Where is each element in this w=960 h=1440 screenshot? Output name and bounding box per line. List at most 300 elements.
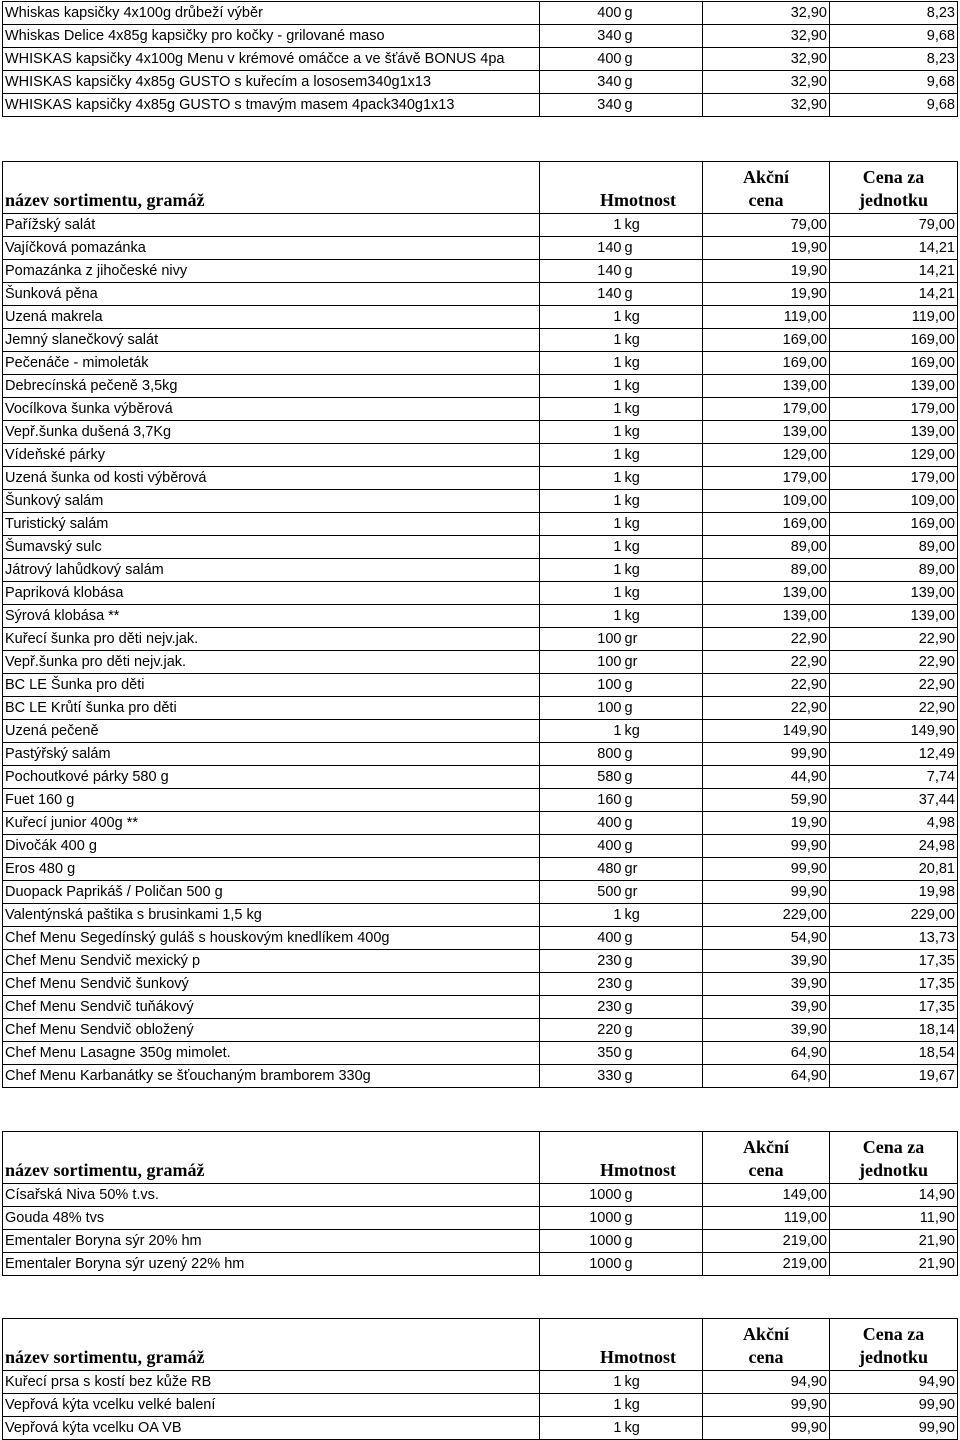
promo-price: 19,90 — [703, 237, 830, 260]
unit-price: 99,90 — [830, 1394, 958, 1417]
table-row — [3, 812, 958, 835]
unit-price: 18,54 — [830, 1042, 958, 1065]
unit-price: 22,90 — [830, 697, 958, 720]
promo-price: 169,00 — [703, 352, 830, 375]
product-name: Chef Menu Sendvič tuňákový — [3, 996, 540, 1019]
unit: kg — [623, 904, 703, 927]
promo-price: 179,00 — [703, 398, 830, 421]
unit-price: 14,21 — [830, 283, 958, 306]
unit-price: 17,35 — [830, 996, 958, 1019]
unit-price: 11,90 — [830, 1207, 958, 1230]
unit-price: 139,00 — [830, 605, 958, 628]
product-name: Kuřecí prsa s kostí bez kůže RB — [3, 1371, 540, 1394]
header-unit-price: Cena za jednotku — [830, 1319, 958, 1371]
quantity: 340 — [540, 25, 623, 48]
product-name: Turistický salám — [3, 513, 540, 536]
product-name: Gouda 48% tvs — [3, 1207, 540, 1230]
product-name: Šunkový salám — [3, 490, 540, 513]
product-name: Uzená makrela — [3, 306, 540, 329]
table-row — [3, 214, 958, 237]
table-row — [3, 1417, 958, 1440]
table-row — [3, 720, 958, 743]
unit: kg — [623, 398, 703, 421]
unit: g — [623, 927, 703, 950]
table-row — [3, 421, 958, 444]
unit: g — [623, 237, 703, 260]
product-name: Jemný slanečkový salát — [3, 329, 540, 352]
quantity: 220 — [540, 1019, 623, 1042]
unit-price: 21,90 — [830, 1230, 958, 1253]
header-product-name: název sortimentu, gramáž — [3, 1132, 540, 1184]
table-row — [3, 1230, 958, 1253]
unit: g — [623, 94, 703, 117]
promo-price: 32,90 — [703, 71, 830, 94]
quantity: 580 — [540, 766, 623, 789]
promo-price: 99,90 — [703, 858, 830, 881]
table-row — [3, 674, 958, 697]
product-name: Šunková pěna — [3, 283, 540, 306]
product-name: Šumavský sulc — [3, 536, 540, 559]
quantity: 1 — [540, 513, 623, 536]
unit-price: 9,68 — [830, 94, 958, 117]
table-row — [3, 927, 958, 950]
unit: gr — [623, 858, 703, 881]
promo-price: 22,90 — [703, 651, 830, 674]
unit-price: 22,90 — [830, 674, 958, 697]
product-name: Valentýnská paštika s brusinkami 1,5 kg — [3, 904, 540, 927]
table-row — [3, 605, 958, 628]
quantity: 100 — [540, 651, 623, 674]
promo-price: 32,90 — [703, 94, 830, 117]
quantity: 1 — [540, 720, 623, 743]
promo-price: 149,00 — [703, 1184, 830, 1207]
quantity: 1 — [540, 559, 623, 582]
quantity: 160 — [540, 789, 623, 812]
unit-price: 109,00 — [830, 490, 958, 513]
price-table — [2, 1, 958, 117]
promo-price: 99,90 — [703, 835, 830, 858]
unit: kg — [623, 329, 703, 352]
product-name: Pochoutkové párky 580 g — [3, 766, 540, 789]
table-row — [3, 950, 958, 973]
unit-price: 17,35 — [830, 973, 958, 996]
unit: g — [623, 71, 703, 94]
product-name: BC LE Šunka pro děti — [3, 674, 540, 697]
unit-price: 14,21 — [830, 237, 958, 260]
table-row — [3, 904, 958, 927]
unit: kg — [623, 421, 703, 444]
table-row — [3, 1207, 958, 1230]
unit-price: 9,68 — [830, 71, 958, 94]
promo-price: 139,00 — [703, 421, 830, 444]
table-row — [3, 1253, 958, 1276]
table-row — [3, 237, 958, 260]
table-row — [3, 858, 958, 881]
unit: g — [623, 973, 703, 996]
table-row — [3, 766, 958, 789]
unit: g — [623, 697, 703, 720]
quantity: 350 — [540, 1042, 623, 1065]
product-name: Vepřová kýta vcelku velké balení — [3, 1394, 540, 1417]
unit-price: 169,00 — [830, 513, 958, 536]
product-name: Játrový lahůdkový salám — [3, 559, 540, 582]
product-name: WHISKAS kapsičky 4x85g GUSTO s kuřecím a lososem340g1x13 — [3, 71, 540, 94]
promo-price: 99,90 — [703, 1417, 830, 1440]
promo-price: 94,90 — [703, 1371, 830, 1394]
table-row — [3, 996, 958, 1019]
product-name: WHISKAS kapsičky 4x85g GUSTO s tmavým masem 4pack340g1x13 — [3, 94, 540, 117]
product-name: Chef Menu Sendvič šunkový — [3, 973, 540, 996]
table-row — [3, 71, 958, 94]
product-name: Vepř.šunka pro děti nejv.jak. — [3, 651, 540, 674]
table-row — [3, 467, 958, 490]
promo-price: 139,00 — [703, 605, 830, 628]
unit-price: 99,90 — [830, 1417, 958, 1440]
product-name: Vídeňské párky — [3, 444, 540, 467]
quantity: 1000 — [540, 1253, 623, 1276]
promo-price: 54,90 — [703, 927, 830, 950]
promo-price: 59,90 — [703, 789, 830, 812]
unit: kg — [623, 352, 703, 375]
quantity: 1 — [540, 306, 623, 329]
promo-price: 44,90 — [703, 766, 830, 789]
table-row — [3, 1394, 958, 1417]
table-header-row — [3, 1132, 958, 1184]
promo-price: 139,00 — [703, 582, 830, 605]
quantity: 400 — [540, 2, 623, 25]
unit-price: 13,73 — [830, 927, 958, 950]
promo-price: 229,00 — [703, 904, 830, 927]
unit: kg — [623, 214, 703, 237]
unit-price: 94,90 — [830, 1371, 958, 1394]
promo-price: 149,90 — [703, 720, 830, 743]
unit-price: 129,00 — [830, 444, 958, 467]
quantity: 100 — [540, 628, 623, 651]
promo-price: 39,90 — [703, 996, 830, 1019]
quantity: 1 — [540, 605, 623, 628]
unit-price: 8,23 — [830, 2, 958, 25]
table-row — [3, 1371, 958, 1394]
table-row — [3, 352, 958, 375]
quantity: 100 — [540, 697, 623, 720]
header-product-name: název sortimentu, gramáž — [3, 162, 540, 214]
quantity: 400 — [540, 812, 623, 835]
quantity: 230 — [540, 950, 623, 973]
quantity: 1 — [540, 490, 623, 513]
table-row — [3, 1184, 958, 1207]
unit-price: 17,35 — [830, 950, 958, 973]
unit-price: 139,00 — [830, 421, 958, 444]
quantity: 1 — [540, 421, 623, 444]
table-row — [3, 743, 958, 766]
price-table-section — [2, 1, 957, 117]
product-name: Debrecínská pečeně 3,5kg — [3, 375, 540, 398]
quantity: 1 — [540, 582, 623, 605]
unit: kg — [623, 1394, 703, 1417]
unit-price: 179,00 — [830, 398, 958, 421]
unit: g — [623, 812, 703, 835]
unit: gr — [623, 881, 703, 904]
product-name: Kuřecí šunka pro děti nejv.jak. — [3, 628, 540, 651]
unit: g — [623, 25, 703, 48]
quantity: 1 — [540, 1394, 623, 1417]
unit-price: 179,00 — [830, 467, 958, 490]
promo-price: 22,90 — [703, 697, 830, 720]
unit-price: 20,81 — [830, 858, 958, 881]
price-table-section — [2, 1318, 957, 1440]
quantity: 140 — [540, 283, 623, 306]
table-row — [3, 283, 958, 306]
unit-price: 22,90 — [830, 628, 958, 651]
unit: g — [623, 260, 703, 283]
unit-price: 4,98 — [830, 812, 958, 835]
product-name: Whiskas kapsičky 4x100g drůbeží výběr — [3, 2, 540, 25]
table-row — [3, 2, 958, 25]
unit-price: 8,23 — [830, 48, 958, 71]
quantity: 1 — [540, 1371, 623, 1394]
quantity: 1000 — [540, 1184, 623, 1207]
table-row — [3, 973, 958, 996]
unit: g — [623, 1065, 703, 1088]
unit-price: 139,00 — [830, 375, 958, 398]
product-name: Vajíčková pomazánka — [3, 237, 540, 260]
promo-price: 39,90 — [703, 950, 830, 973]
unit: kg — [623, 375, 703, 398]
quantity: 800 — [540, 743, 623, 766]
product-name: Sýrová klobása ** — [3, 605, 540, 628]
product-name: Uzená pečeně — [3, 720, 540, 743]
product-name: Divočák 400 g — [3, 835, 540, 858]
product-name: Ementaler Boryna sýr 20% hm — [3, 1230, 540, 1253]
unit: g — [623, 1207, 703, 1230]
promo-price: 119,00 — [703, 1207, 830, 1230]
promo-price: 219,00 — [703, 1253, 830, 1276]
unit-price: 7,74 — [830, 766, 958, 789]
unit-price: 37,44 — [830, 789, 958, 812]
table-row — [3, 1065, 958, 1088]
unit: kg — [623, 306, 703, 329]
table-row — [3, 94, 958, 117]
unit-price: 24,98 — [830, 835, 958, 858]
promo-price: 169,00 — [703, 513, 830, 536]
table-row — [3, 881, 958, 904]
promo-price: 22,90 — [703, 674, 830, 697]
unit: kg — [623, 1371, 703, 1394]
table-row — [3, 582, 958, 605]
unit-price: 9,68 — [830, 25, 958, 48]
unit-price: 19,98 — [830, 881, 958, 904]
unit: gr — [623, 651, 703, 674]
table-row — [3, 306, 958, 329]
table-row — [3, 329, 958, 352]
unit-price: 139,00 — [830, 582, 958, 605]
unit: kg — [623, 582, 703, 605]
table-row — [3, 490, 958, 513]
quantity: 140 — [540, 260, 623, 283]
table-row — [3, 789, 958, 812]
price-table — [2, 161, 958, 1088]
unit: g — [623, 766, 703, 789]
product-name: BC LE Krůtí šunka pro děti — [3, 697, 540, 720]
price-table-section — [2, 1131, 957, 1276]
promo-price: 119,00 — [703, 306, 830, 329]
quantity: 1 — [540, 536, 623, 559]
header-weight: Hmotnost — [540, 1132, 703, 1184]
table-row — [3, 25, 958, 48]
header-weight: Hmotnost — [540, 162, 703, 214]
quantity: 1 — [540, 1417, 623, 1440]
unit: g — [623, 1019, 703, 1042]
unit-price: 149,90 — [830, 720, 958, 743]
table-row — [3, 835, 958, 858]
promo-price: 129,00 — [703, 444, 830, 467]
quantity: 1 — [540, 329, 623, 352]
table-row — [3, 513, 958, 536]
table-row — [3, 651, 958, 674]
quantity: 340 — [540, 94, 623, 117]
unit-price: 14,90 — [830, 1184, 958, 1207]
unit: g — [623, 1230, 703, 1253]
unit-price: 89,00 — [830, 536, 958, 559]
unit-price: 169,00 — [830, 329, 958, 352]
promo-price: 22,90 — [703, 628, 830, 651]
product-name: Kuřecí junior 400g ** — [3, 812, 540, 835]
unit: kg — [623, 536, 703, 559]
promo-price: 64,90 — [703, 1042, 830, 1065]
table-header-row — [3, 162, 958, 214]
product-name: Papriková klobása — [3, 582, 540, 605]
promo-price: 19,90 — [703, 283, 830, 306]
unit: kg — [623, 720, 703, 743]
quantity: 1 — [540, 467, 623, 490]
table-row — [3, 697, 958, 720]
product-name: Duopack Paprikáš / Poličan 500 g — [3, 881, 540, 904]
unit-price: 169,00 — [830, 352, 958, 375]
quantity: 1 — [540, 375, 623, 398]
quantity: 400 — [540, 927, 623, 950]
product-name: Chef Menu Karbanátky se šťouchaným bramborem 330g — [3, 1065, 540, 1088]
header-unit-price: Cena za jednotku — [830, 162, 958, 214]
table-row — [3, 559, 958, 582]
quantity: 400 — [540, 48, 623, 71]
table-row — [3, 260, 958, 283]
unit-price: 19,67 — [830, 1065, 958, 1088]
promo-price: 179,00 — [703, 467, 830, 490]
unit-price: 229,00 — [830, 904, 958, 927]
product-name: Uzená šunka od kosti výběrová — [3, 467, 540, 490]
header-product-name: název sortimentu, gramáž — [3, 1319, 540, 1371]
promo-price: 19,90 — [703, 260, 830, 283]
header-weight: Hmotnost — [540, 1319, 703, 1371]
table-row — [3, 1019, 958, 1042]
product-name: WHISKAS kapsičky 4x100g Menu v krémové omáčce a ve šťávě BONUS 4pa — [3, 48, 540, 71]
unit: kg — [623, 490, 703, 513]
product-name: Chef Menu Lasagne 350g mimolet. — [3, 1042, 540, 1065]
promo-price: 99,90 — [703, 743, 830, 766]
unit: kg — [623, 1417, 703, 1440]
quantity: 1000 — [540, 1207, 623, 1230]
promo-price: 89,00 — [703, 559, 830, 582]
promo-price: 79,00 — [703, 214, 830, 237]
unit-price: 119,00 — [830, 306, 958, 329]
quantity: 1 — [540, 352, 623, 375]
quantity: 1 — [540, 214, 623, 237]
quantity: 1 — [540, 904, 623, 927]
promo-price: 32,90 — [703, 48, 830, 71]
quantity: 500 — [540, 881, 623, 904]
unit: gr — [623, 628, 703, 651]
unit: kg — [623, 605, 703, 628]
unit: kg — [623, 559, 703, 582]
table-row — [3, 628, 958, 651]
product-name: Ementaler Boryna sýr uzený 22% hm — [3, 1253, 540, 1276]
unit-price: 22,90 — [830, 651, 958, 674]
unit: g — [623, 1042, 703, 1065]
product-name: Fuet 160 g — [3, 789, 540, 812]
header-promo-price: Akční cena — [703, 1319, 830, 1371]
quantity: 1 — [540, 444, 623, 467]
quantity: 140 — [540, 237, 623, 260]
unit: g — [623, 674, 703, 697]
product-name: Pastýřský salám — [3, 743, 540, 766]
promo-price: 109,00 — [703, 490, 830, 513]
unit: kg — [623, 513, 703, 536]
unit: g — [623, 283, 703, 306]
table-row — [3, 48, 958, 71]
product-name: Eros 480 g — [3, 858, 540, 881]
table-header-row — [3, 1319, 958, 1371]
unit: g — [623, 1184, 703, 1207]
product-name: Chef Menu Segedínský guláš s houskovým knedlíkem 400g — [3, 927, 540, 950]
promo-price: 169,00 — [703, 329, 830, 352]
header-promo-price: Akční cena — [703, 1132, 830, 1184]
promo-price: 89,00 — [703, 536, 830, 559]
product-name: Pečenáče - mimoleták — [3, 352, 540, 375]
promo-price: 99,90 — [703, 1394, 830, 1417]
unit-price: 14,21 — [830, 260, 958, 283]
unit: g — [623, 996, 703, 1019]
product-name: Chef Menu Sendvič mexický p — [3, 950, 540, 973]
promo-price: 99,90 — [703, 881, 830, 904]
quantity: 230 — [540, 973, 623, 996]
table-row — [3, 398, 958, 421]
promo-price: 219,00 — [703, 1230, 830, 1253]
quantity: 480 — [540, 858, 623, 881]
quantity: 1000 — [540, 1230, 623, 1253]
unit-price: 21,90 — [830, 1253, 958, 1276]
unit: g — [623, 743, 703, 766]
product-name: Pomazánka z jihočeské nivy — [3, 260, 540, 283]
unit: g — [623, 835, 703, 858]
promo-price: 32,90 — [703, 2, 830, 25]
promo-price: 19,90 — [703, 812, 830, 835]
unit: kg — [623, 444, 703, 467]
product-name: Whiskas Delice 4x85g kapsičky pro kočky - grilované maso — [3, 25, 540, 48]
quantity: 1 — [540, 398, 623, 421]
product-name: Vepřová kýta vcelku OA VB — [3, 1417, 540, 1440]
quantity: 400 — [540, 835, 623, 858]
unit-price: 79,00 — [830, 214, 958, 237]
unit-price: 18,14 — [830, 1019, 958, 1042]
product-name: Vepř.šunka dušená 3,7Kg — [3, 421, 540, 444]
promo-price: 139,00 — [703, 375, 830, 398]
unit: kg — [623, 467, 703, 490]
promo-price: 32,90 — [703, 25, 830, 48]
price-table — [2, 1131, 958, 1276]
unit: g — [623, 48, 703, 71]
promo-price: 64,90 — [703, 1065, 830, 1088]
unit: g — [623, 1253, 703, 1276]
